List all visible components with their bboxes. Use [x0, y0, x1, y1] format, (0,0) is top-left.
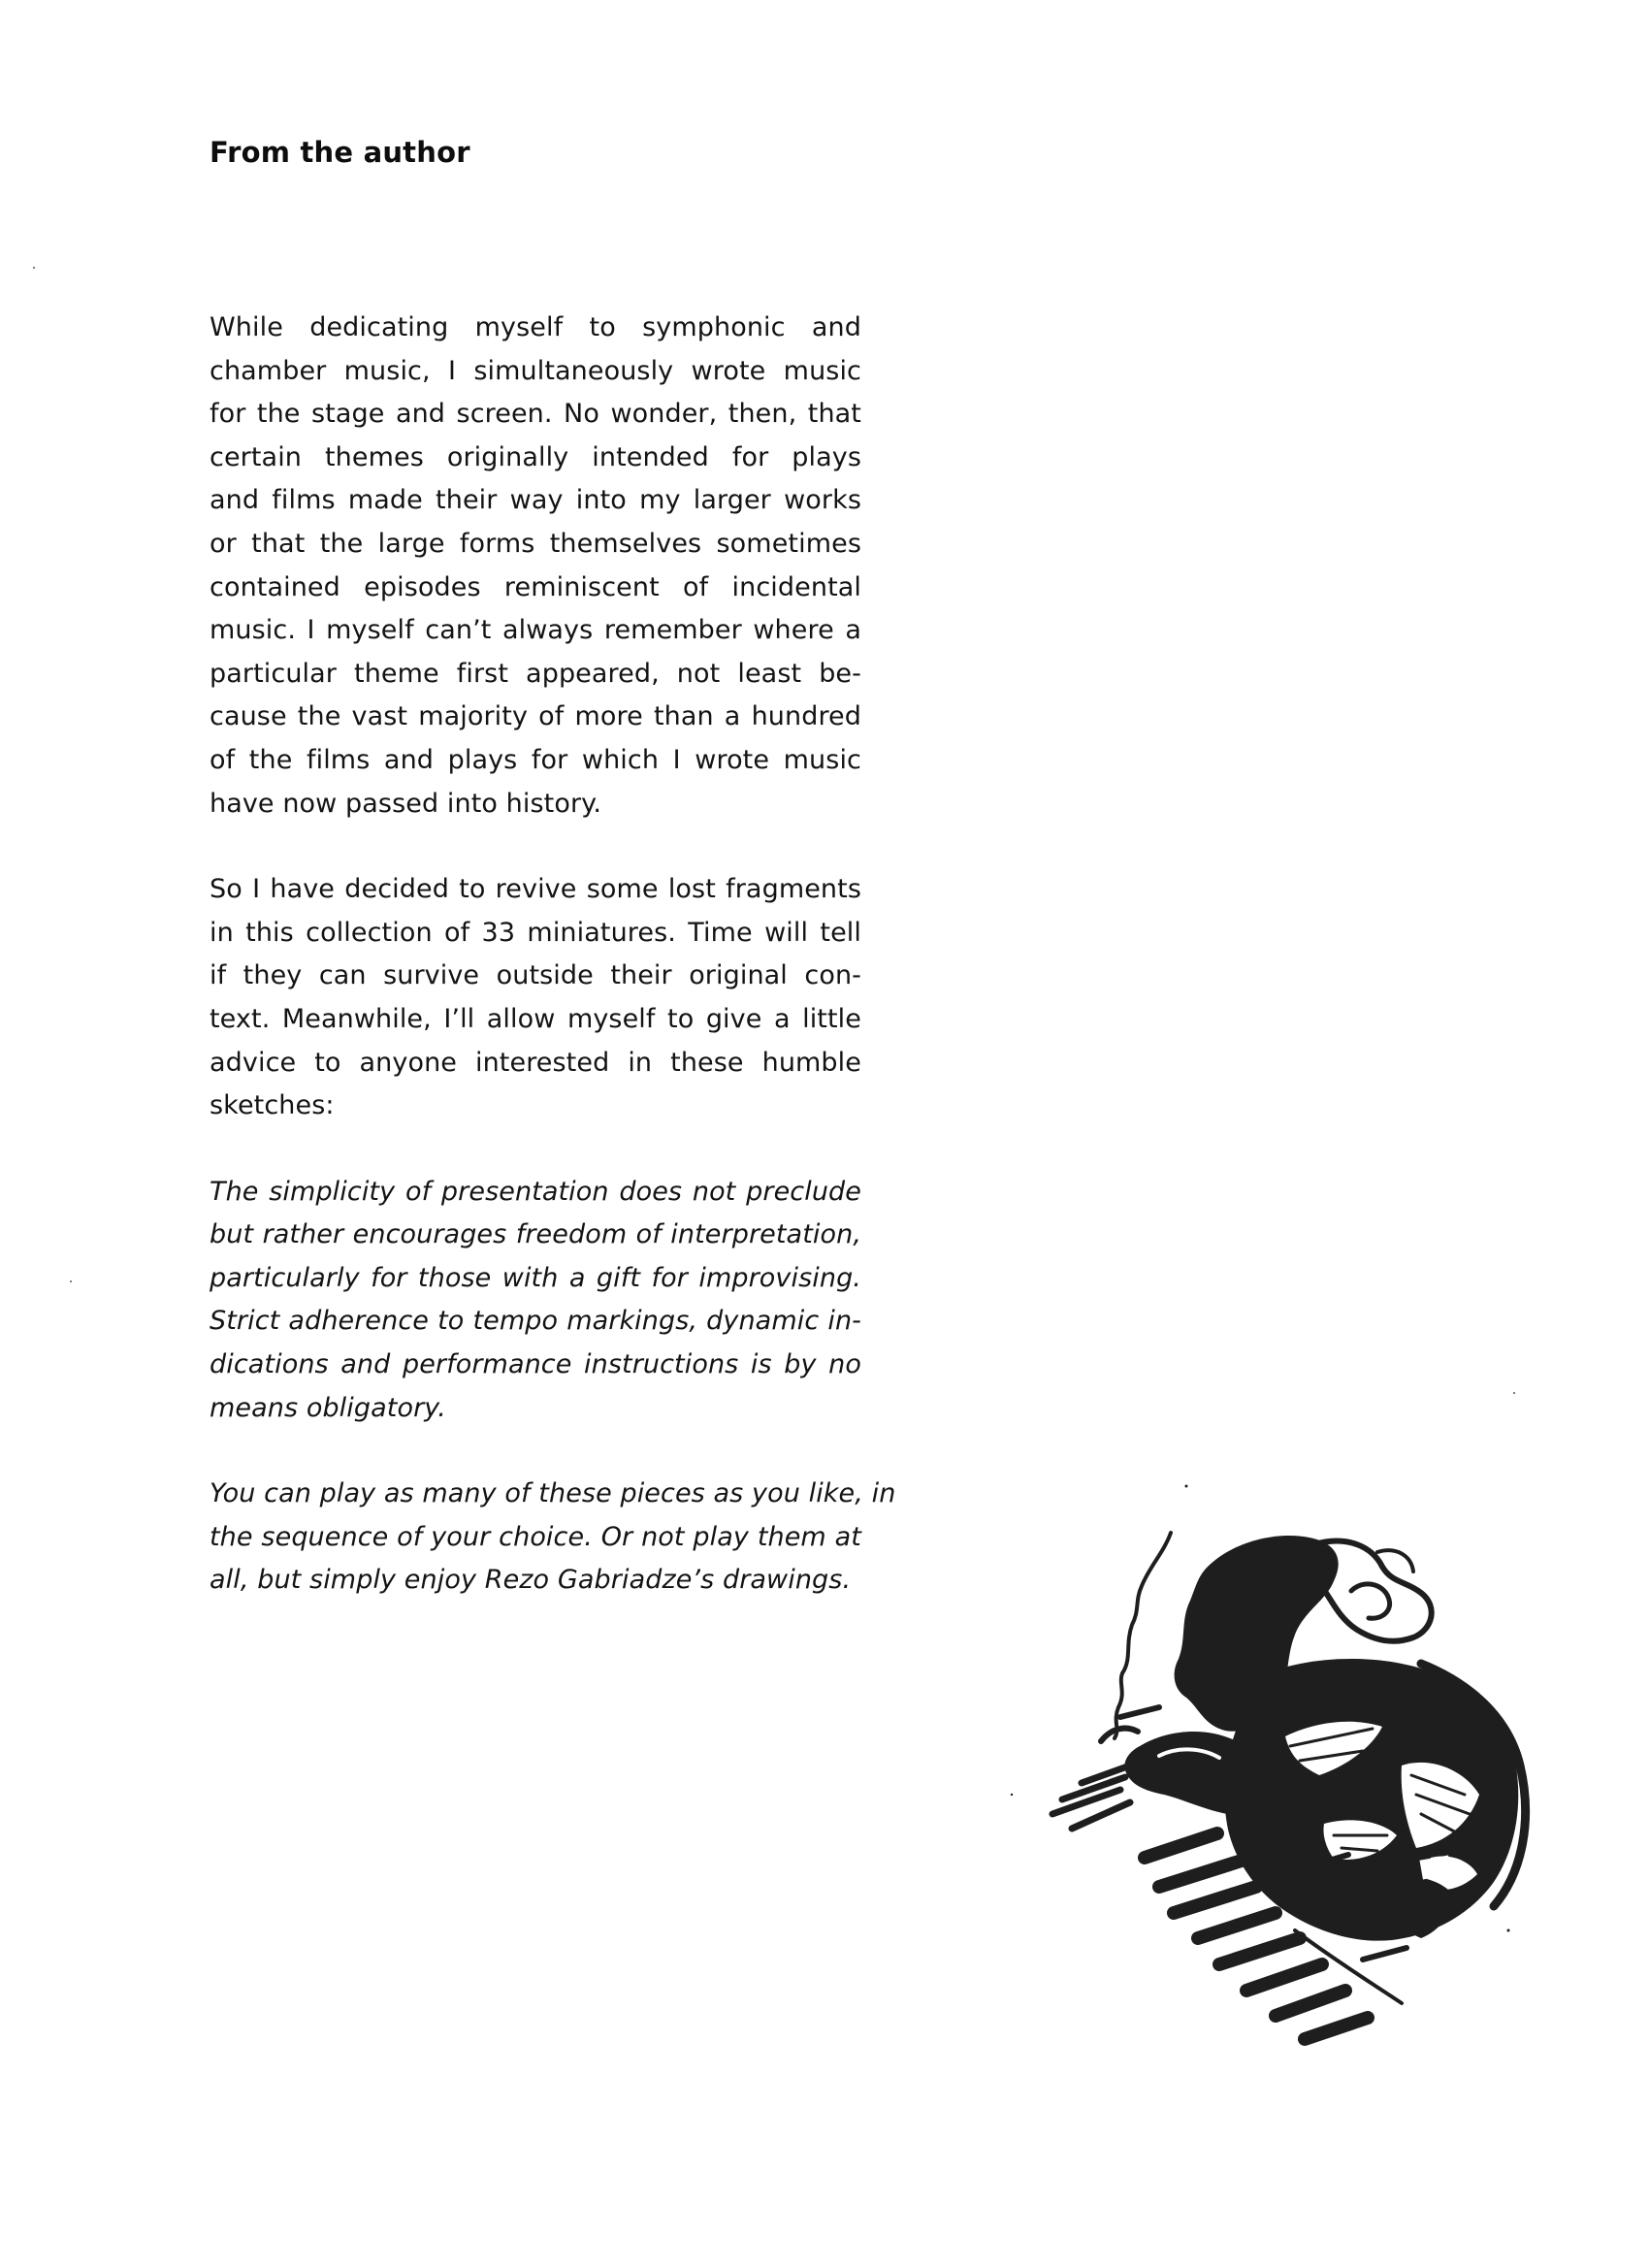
paragraph-line: for the stage and screen. No wonder, then, that [210, 399, 861, 430]
paragraph-line: While dedicating myself to symphonic and [210, 312, 861, 342]
paragraph-line: all, but simply enjoy Rezo Gabriadze’s drawings. [210, 1565, 852, 1596]
paragraph-line: in this collection of 33 miniatures. Time will tell [210, 917, 861, 948]
paragraph-line: contained episodes reminiscent of incidental [210, 571, 861, 602]
paragraph-line: sketches: [210, 1090, 335, 1121]
paragraph-line: cause the vast majority of more than a hundred [210, 701, 861, 732]
profile-line [1115, 1533, 1171, 1738]
paragraph-3-italic [210, 1171, 861, 1431]
paragraph-line: and films made their way into my larger works [210, 485, 861, 516]
paragraph-4-italic [210, 1473, 896, 1603]
paragraph-line: music. I myself can’t always remember where a [210, 615, 861, 646]
paragraph-line: So I have decided to revive some lost fragments [210, 874, 861, 905]
paragraph-line: advice to anyone interested in these humble [210, 1047, 861, 1078]
pianist-illustration [965, 1474, 1547, 2095]
paragraph-line: if they can survive outside their original con- [210, 960, 861, 991]
scan-speck [1513, 1392, 1515, 1394]
paragraph-line: of the films and plays for which I wrote music [210, 744, 861, 775]
paragraph-line: dications and performance instructions is by no [210, 1349, 861, 1380]
paragraph-line: the sequence of your choice. Or not play them at [210, 1521, 861, 1552]
paragraph-line: text. Meanwhile, I’ll allow myself to give a little [210, 1003, 861, 1034]
paragraph-line: have now passed into history. [210, 788, 602, 819]
page-title: From the author [210, 136, 470, 169]
paragraph-1 [210, 307, 861, 826]
paragraph-line: or that the large forms themselves sometimes [210, 528, 861, 559]
paragraph-line: Strict adherence to tempo markings, dynamic in- [210, 1306, 861, 1337]
paragraph-2 [210, 868, 861, 1128]
paragraph-line: The simplicity of presentation does not preclude [210, 1176, 861, 1207]
paragraph-line: but rather encourages freedom of interpretation, [210, 1219, 861, 1250]
paragraph-line: You can play as many of these pieces as you like, in [210, 1478, 896, 1509]
scan-speck [70, 1280, 72, 1282]
paragraph-line: chamber music, I simultaneously wrote music [210, 355, 861, 386]
paragraph-line: means obligatory. [210, 1392, 446, 1423]
scan-speck [33, 267, 35, 269]
paragraph-line: particular theme first appeared, not least be- [210, 658, 861, 689]
paragraph-line: certain themes originally intended for plays [210, 441, 861, 472]
paragraph-line: particularly for those with a gift for improvising. [210, 1262, 861, 1293]
text-column [210, 307, 896, 1645]
